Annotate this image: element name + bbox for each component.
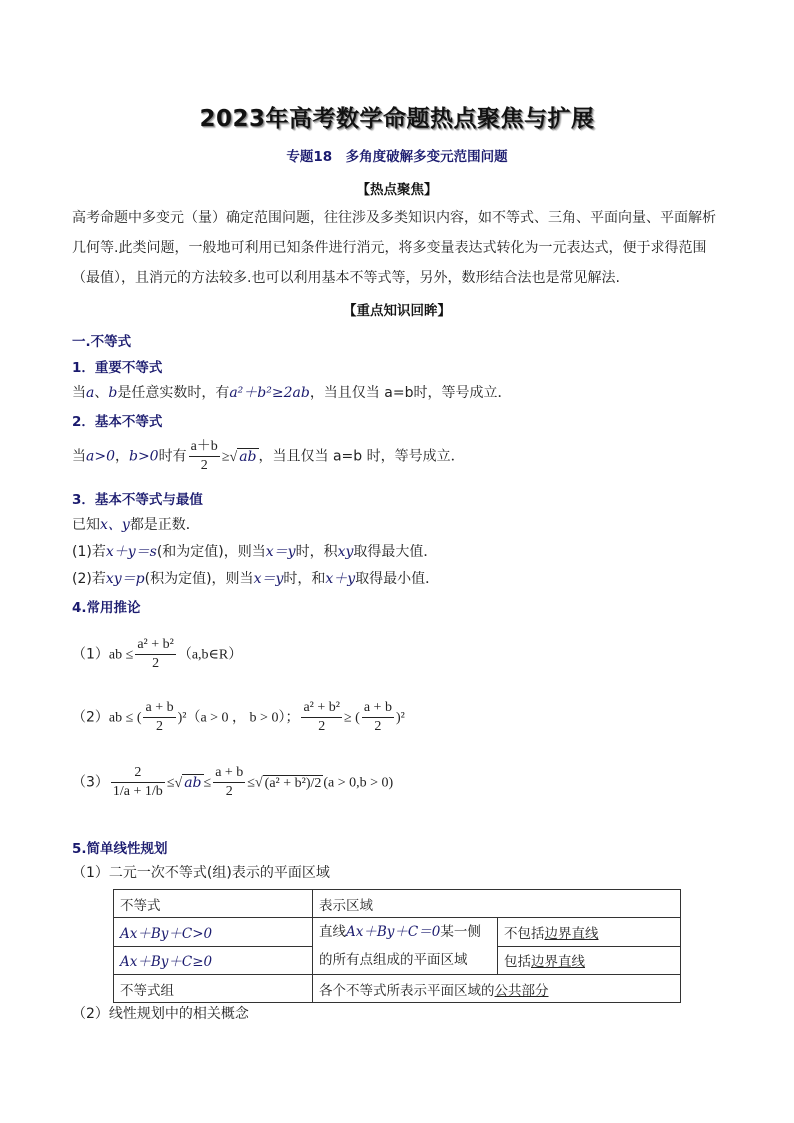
math-product: xy [337, 544, 354, 560]
fraction [213, 764, 245, 801]
condition: （a,b∈R） [177, 647, 243, 663]
math-xy: x、y [100, 517, 130, 533]
table-row [114, 918, 681, 947]
math-eq: x＝y [265, 544, 296, 560]
math: Ax＋By＋C>0 [120, 925, 213, 942]
text: 当 [72, 448, 86, 465]
denominator: 2 [200, 458, 208, 473]
leq-sign: ≤ [247, 775, 255, 791]
label: （3） [72, 774, 109, 791]
numerator: a² + b² [135, 636, 176, 655]
cell-region-description [313, 918, 498, 975]
important-inequality-title: 1．重要不等式 [72, 360, 163, 376]
denominator: 1/a + 1/b [112, 784, 163, 799]
math-a: a [86, 385, 95, 401]
inequality-extremum-title: 3．基本不等式与最值 [72, 492, 203, 508]
corollary-3 [72, 764, 393, 801]
corollary-1 [72, 636, 242, 673]
document-title: 2023年高考数学命题热点聚焦与扩展 [199, 106, 595, 132]
numerator: a + b [213, 764, 245, 783]
text: 的所有点组成的平面区域 [319, 952, 468, 968]
square-root: √ ab [174, 774, 202, 791]
lhs: ab ≤ [108, 647, 134, 663]
denominator: 2 [225, 784, 233, 799]
text: 取得最小值． [355, 571, 440, 587]
important-inequality-line [72, 382, 511, 402]
fraction [189, 438, 220, 475]
basic-inequality-line [72, 438, 465, 475]
text: ， [114, 448, 129, 465]
cell-boundary-excluded [498, 918, 681, 947]
cell-common-part [313, 975, 681, 1003]
text: 某一侧 [440, 924, 481, 940]
text: (积为定值)，则当 [144, 571, 254, 587]
text: 包括 [504, 954, 531, 971]
square-root: √ ab [229, 448, 257, 465]
text: 、 [94, 385, 109, 401]
section-inequality-title: 一.不等式 [72, 334, 132, 350]
text: 直线 [319, 924, 346, 940]
fraction [362, 699, 394, 736]
label: （1） [72, 646, 109, 663]
knowledge-review-heading: 【重点知识回眸】 [343, 303, 451, 319]
underlined-text: 边界直线 [544, 925, 599, 942]
text: 时，积 [295, 544, 338, 560]
numerator: a² + b² [301, 699, 342, 718]
header-inequality: 不等式 [114, 890, 313, 918]
text: (和为定值)，则当 [156, 544, 266, 560]
text: 各个不等式所表示平面区域的 [319, 982, 495, 999]
text: 时有 [158, 448, 187, 465]
plane-region-table [113, 889, 681, 1003]
table-row [114, 975, 681, 1003]
radicand: (a² + b²)/2 [264, 775, 322, 791]
basic-inequality-title: 2．基本不等式 [72, 414, 163, 430]
cell-inequality [114, 946, 313, 975]
linear-programming-title: 5.简单线性规划 [72, 841, 168, 857]
text: 当 [72, 385, 86, 401]
fraction [143, 699, 175, 736]
min-sum-line [72, 568, 439, 588]
leq-sign: ≤ [203, 775, 212, 791]
numerator: a + b [362, 699, 394, 718]
fraction [301, 699, 342, 736]
math: Ax＋By＋C≥0 [120, 954, 213, 971]
intro-paragraph: 高考命题中多变元（量）确定范围问题，往往涉及多类知识内容，如不等式、三角、平面向量、平面解析几何等.此类问题，一般地可利用已知条件进行消元，将多变量表达式转化为一元表达式，便于求得范围（最值），且消元的方法较多.也可以利用基本不等式等，另外，数形结合法也是常见解法. [72, 210, 716, 286]
geq-sign: ≥ ( [343, 710, 360, 726]
text: ，当且仅当 a=b时，等号成立． [309, 385, 512, 401]
cell-inequality [114, 918, 313, 947]
text: ，当且仅当 a=b 时，等号成立． [258, 448, 465, 465]
condition: (a > 0,b > 0) [323, 775, 394, 791]
text: (2)若 [72, 571, 106, 587]
max-product-line [72, 541, 437, 561]
hot-focus-heading: 【热点聚焦】 [356, 182, 438, 198]
positive-numbers-line [72, 514, 200, 534]
math-product: xy＝p [105, 571, 145, 587]
power: )² [177, 710, 187, 726]
denominator: 2 [152, 656, 160, 671]
radicand: ab [184, 774, 202, 791]
text: (1)若 [72, 544, 106, 560]
condition: （a > 0 ， b > 0）； [186, 710, 300, 726]
corollaries-title: 4.常用推论 [72, 600, 141, 616]
plane-region-subtitle: （1）二元一次不等式(组)表示的平面区域 [72, 865, 330, 881]
underlined-text: 公共部分 [494, 982, 549, 999]
math-cond-b: b>0 [128, 448, 159, 465]
math-sum: x＋y＝s [105, 544, 157, 560]
corollary-2 [72, 699, 405, 736]
text: 都是正数． [129, 517, 200, 533]
lhs: ab ≤ ( [108, 710, 142, 726]
numerator: a + b [143, 699, 175, 718]
math-sum: x＋y [325, 571, 356, 587]
denominator: 2 [374, 719, 382, 734]
power: )² [395, 710, 405, 726]
math-formula: a²＋b²≥2ab [229, 385, 310, 401]
table-row [114, 890, 681, 918]
math-eq: x＝y [253, 571, 284, 587]
related-concepts-subtitle: （2）线性规划中的相关概念 [72, 1006, 249, 1022]
cell-inequality-system: 不等式组 [114, 975, 313, 1003]
header-region: 表示区域 [313, 890, 681, 918]
math: Ax＋By＋C＝0 [346, 924, 441, 940]
math-cond-a: a>0 [86, 448, 115, 465]
text: 取得最大值． [353, 544, 438, 560]
math-b: b [108, 385, 118, 401]
fraction [135, 636, 176, 673]
numerator: a＋b [189, 438, 220, 457]
numerator: 2 [111, 764, 165, 783]
leq-sign: ≤ [166, 775, 175, 791]
denominator: 2 [156, 719, 164, 734]
denominator: 2 [318, 719, 326, 734]
text: 不包括 [504, 925, 545, 942]
text: 已知 [72, 517, 100, 533]
cell-boundary-included [498, 946, 681, 975]
geq-sign: ≥ [221, 449, 230, 465]
label: （2） [72, 709, 109, 726]
topic-subtitle: 专题18 多角度破解多变元范围问题 [286, 149, 508, 165]
underlined-text: 边界直线 [531, 954, 585, 971]
text: 时，和 [283, 571, 326, 587]
fraction [111, 764, 165, 801]
square-root: √ (a² + b²)/2 [254, 775, 322, 791]
text: 是任意实数时，有 [117, 385, 230, 401]
radicand: ab [239, 448, 257, 465]
